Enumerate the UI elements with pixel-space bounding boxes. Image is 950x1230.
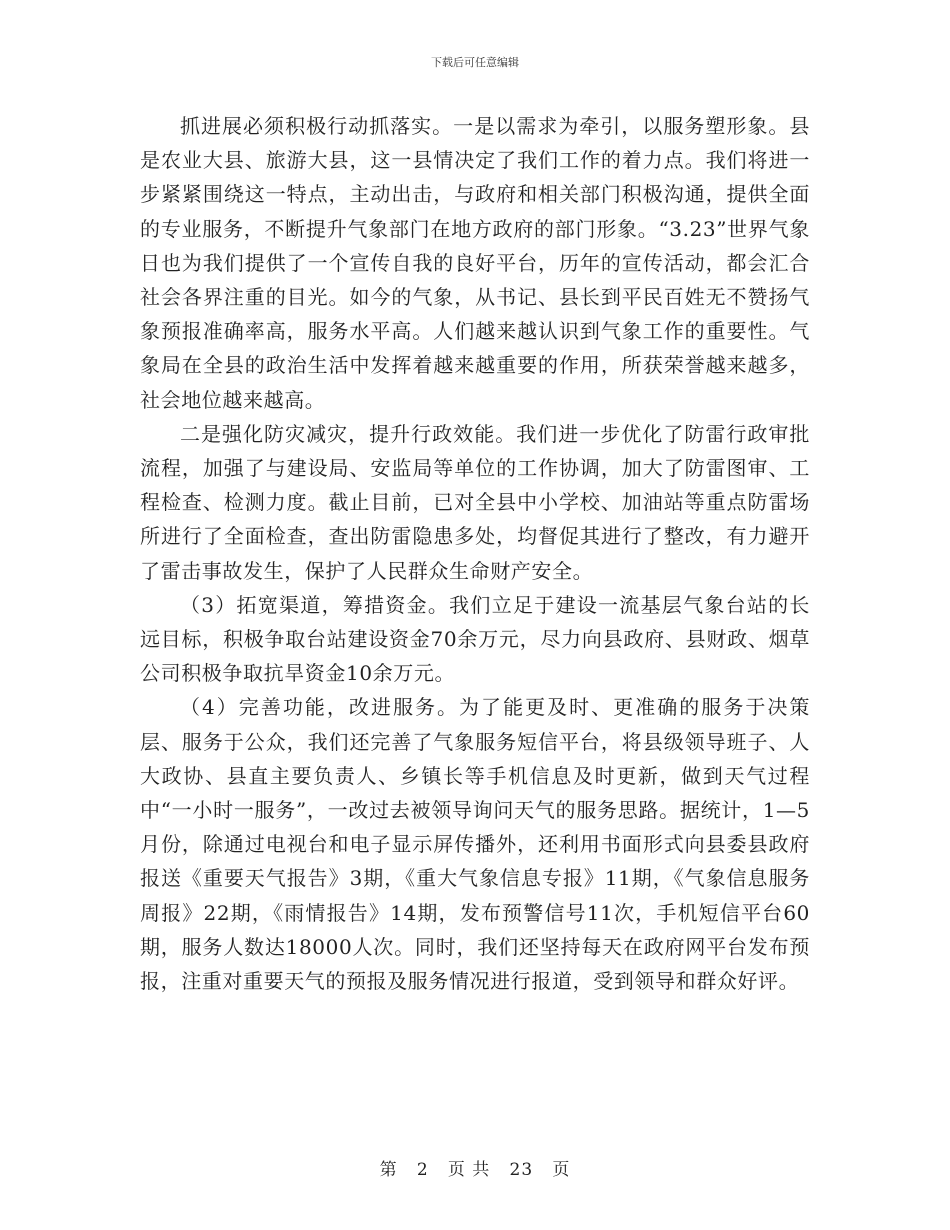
paragraph-1: 抓进展必须积极行动抓落实。一是以需求为牵引，以服务塑形象。县是农业大县、旅游大县，这一县情决定了我们工作的着力点。我们将进一步紧紧围绕这一特点，主动出击，与政府和相关部门积极沟通，提供全面的专业服务，不断提升气象部门在地方政府的部门形象。“3.23”世界气象日也为我们提供了一个宣传自我的良好平台，历年的宣传活动，都会汇合社会各界注重的目光。如今的气象，从书记、县长到平民百姓无不赞扬气象预报准确率高，服务水平高。人们越来越认识到气象工作的重要性。气象局在全县的政治生活中发挥着越来越重要的作用，所获荣誉越来越多，社会地位越来越高。 (140, 114, 810, 412)
page-footer (0, 1155, 950, 1180)
footer-prefix: 第 (379, 1160, 398, 1180)
footer-page-number: 2 (416, 1160, 429, 1180)
paragraph-4: （4）完善功能，改进服务。为了能更及时、更准确的服务于决策层、服务于公众，我们还完善了气象服务短信平台，将县级领导班子、人大政协、县直主要负责人、乡镇长等手机信息及时更新，做到天气过程中“一小时一服务”，一改过去被领导询问天气的服务思路。据统计，1—5月份，除通过电视台和电子显示屏传播外，还利用书面形式向县委县政府报送《重要天气报告》3期，《重大气象信息专报》11期，《气象信息服务周报》22期，《雨情报告》14期，发布预警信号11次，手机短信平台60期，服务人数达18000人次。同时，我们还坚持每天在政府网平台发布预报，注重对重要天气的预报及服务情况进行报道，受到领导和群众好评。 (140, 695, 810, 994)
paragraph-3: （3）拓宽渠道，筹措资金。我们立足于建设一流基层气象台站的长远目标，积极争取台站建设资金70余万元，尽力向县政府、县财政、烟草公司积极争取抗旱资金10余万元。 (140, 592, 810, 686)
footer-middle: 页 共 (447, 1160, 491, 1180)
paragraph-2: 二是强化防灾减灾，提升行政效能。我们进一步优化了防雷行政审批流程，加强了与建设局、安监局等单位的工作协调，加大了防雷图审、工程检查、检测力度。截止目前，已对全县中小学校、加油站等重点防雷场所进行了全面检查，查出防雷隐患多处，均督促其进行了整改，有力避开了雷击事故发生，保护了人民群众生命财产安全。 (140, 421, 810, 583)
footer-total-pages: 23 (509, 1160, 534, 1180)
document-body (140, 109, 810, 998)
page-header: 下载后可任意编辑 (431, 56, 519, 69)
footer-suffix: 页 (552, 1160, 571, 1180)
